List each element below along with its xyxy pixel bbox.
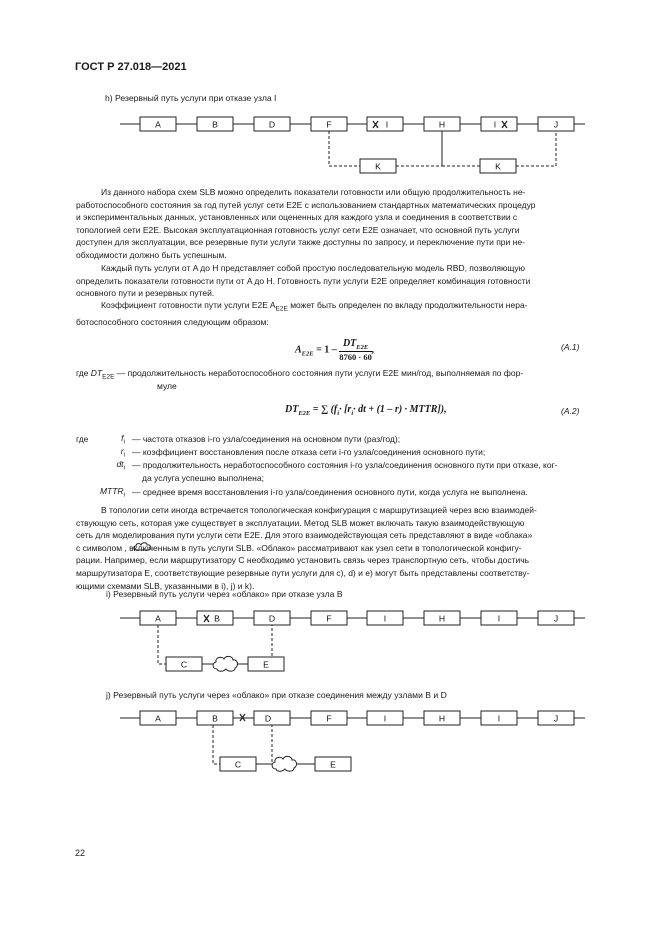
j-label-i2: I bbox=[497, 713, 501, 724]
i-label-j: J bbox=[553, 613, 559, 624]
def-sym-mttr: $MTTR_i$ bbox=[99, 486, 125, 499]
h-label-b: B bbox=[212, 119, 218, 130]
i-label-d: D bbox=[268, 613, 276, 624]
p4-line: ющими схемами SLB, указанными в i), j) и k). bbox=[76, 580, 255, 591]
equation-a1-number: (A.1) bbox=[561, 342, 580, 352]
h-label-i2: I bbox=[493, 119, 497, 130]
j-label-h: H bbox=[438, 713, 446, 724]
h-dash-right-1 bbox=[396, 131, 442, 166]
paragraph-3 bbox=[76, 299, 584, 329]
def-text-f: — частота отказов i-го узла/соединения на основном пути (раз/год); bbox=[132, 434, 401, 444]
j-label-c: C bbox=[234, 759, 242, 770]
h-label-a: A bbox=[155, 119, 161, 130]
j-label-e: E bbox=[330, 759, 336, 770]
p4-line: ствующую сеть, которая уже существует в эксплуатации. Метод SLB может включать такую взаимодействующую bbox=[76, 517, 525, 528]
i-label-e: E bbox=[263, 659, 269, 670]
p1-line: топологией сети E2E. Высокая эксплуатационная готовность услуг сети E2E означает, что основной путь услуги bbox=[76, 224, 520, 235]
h-dash-left-2 bbox=[442, 131, 480, 166]
i-cloud-icon bbox=[213, 656, 237, 671]
i-label-f: F bbox=[326, 613, 332, 624]
p4-line: маршрутизатора E, соответствующие резервные пути услуги для c), d) и e) могут быть представлены соответству- bbox=[76, 567, 530, 578]
p1-line: и экспериментальных данных, установленных или оцененных для каждого узла и соединения в соответствии с bbox=[76, 212, 518, 223]
p1-line: работоспособного состояния за год путей услуг сети E2E с использованием стандартных математических процедур bbox=[76, 199, 536, 210]
def-sym-dt: $dt_i$ bbox=[116, 459, 125, 472]
def-text-dt: — продолжительность неработоспособного состояния i-го узла/соединения основного пути при отказе, ког- bbox=[132, 460, 558, 470]
diagram-j bbox=[0, 700, 661, 790]
def-sym-r: $r_i$ bbox=[120, 446, 125, 459]
j-label-b: B bbox=[212, 713, 218, 724]
h-node-i2 bbox=[481, 117, 517, 131]
def-text-dt-cont: да услуга успешно выполнена; bbox=[142, 473, 264, 483]
h-dash-right-2 bbox=[516, 131, 556, 166]
equation-a2: $DT_{E2E}$ = ∑ ($f_i\cdot [r_i\cdot$ dt + (1 – r) · MTTR]), bbox=[285, 404, 447, 417]
paragraph-2 bbox=[76, 262, 584, 300]
h-label-f: F bbox=[326, 119, 332, 130]
p4-line: рации. Например, если маршрутизатору C необходимо установить связь через транспортную сеть, чтобы достичь bbox=[76, 555, 530, 566]
p4-line: с символом , включенным в путь услуги SLB. «Облако» рассматривают как узел сети в топологической конфигу- bbox=[76, 542, 522, 553]
i-label-h: H bbox=[438, 613, 446, 624]
p1-line: обходимости должно быть успешным. bbox=[76, 249, 227, 260]
def-where: где bbox=[76, 434, 89, 444]
j-label-a: A bbox=[155, 713, 161, 724]
i-label-i: I bbox=[383, 613, 387, 624]
j-label-j: J bbox=[553, 713, 559, 724]
p4-line: В топологии сети иногда встречается топологическая конфигурация с маршрутизацией через всю взаимодей- bbox=[101, 505, 537, 515]
i-label-b: B bbox=[214, 613, 220, 624]
diagram-j-caption: j) Резервный путь услуги через «облако» при отказе соединения между узлами B и D bbox=[106, 690, 447, 700]
j-label-d: D bbox=[264, 713, 272, 724]
where-dt-cont: муле bbox=[157, 381, 177, 391]
diagram-h-caption: h) Резервный путь услуги при отказе узла I bbox=[105, 93, 277, 103]
j-label-f: F bbox=[326, 713, 332, 724]
p2-line: основного пути и резервных путей. bbox=[76, 288, 215, 299]
i-label-a: A bbox=[155, 613, 161, 624]
h-label-j: J bbox=[553, 119, 559, 130]
h-label-h: H bbox=[438, 119, 446, 130]
p2-line: определить показатели готовности пути от A до H. Готовность пути услуги E2E определяет комбинация готовности bbox=[76, 275, 531, 286]
p2-line: Каждый путь услуги от A до H представляет собой простую последовательную модель RBD, позволяющую bbox=[101, 263, 526, 273]
h-dash-left-1 bbox=[329, 131, 360, 166]
where-dt: где $DT_{E2E}$ — продолжительность неработоспособного состояния пути услуги E2E мин/год, выполняемая по фор- bbox=[76, 368, 524, 381]
paragraph-1 bbox=[76, 186, 584, 262]
document-header: ГОСТ Р 27.018—2021 bbox=[75, 61, 187, 73]
p4-line: сеть для моделирования пути услуги сети E2E. Для этого взаимодействующая сеть представляют в виде «облака» bbox=[76, 530, 533, 541]
diagram-h bbox=[0, 0, 661, 200]
page-number: 22 bbox=[75, 848, 86, 858]
def-text-r: — коэффициент восстановления после отказа сети i-го узла/соединения основного пути; bbox=[132, 447, 486, 457]
p3-line: ботоспособного состояния следующим образом: bbox=[76, 317, 269, 328]
j-node-d bbox=[254, 711, 290, 725]
diagram-i-caption: i) Резервный путь услуги через «облако» при отказе узла B bbox=[106, 589, 343, 599]
equation-a1: $A_{E2E} = 1$ – $DT_{E2E}$ 8760 · 60 , bbox=[295, 338, 375, 362]
i-label-i2: I bbox=[497, 613, 501, 624]
p3-line: Коэффициент готовности пути услуги E2E $A_{E2E}$ может быть определен по вкладу продолжительности нера- bbox=[101, 300, 528, 313]
h-label-d: D bbox=[268, 119, 276, 130]
diagram-i bbox=[0, 600, 661, 690]
h-label-k2: K bbox=[495, 161, 501, 172]
h-label-k1: K bbox=[375, 161, 381, 172]
i-label-c: C bbox=[180, 659, 188, 670]
cloud-symbol-icon bbox=[132, 541, 154, 553]
j-cloud-icon bbox=[272, 756, 296, 771]
p1-line: Из данного набора схем SLB можно определить показатели готовности или общую продолжительность не- bbox=[101, 187, 526, 197]
h-label-i: I bbox=[385, 119, 389, 130]
equation-a2-number: (A.2) bbox=[561, 406, 580, 416]
j-label-i: I bbox=[383, 713, 387, 724]
p1-line: доступен для эксплуатации, все резервные пути услуги также доступны по запросу, и переключение пути при не- bbox=[76, 237, 525, 248]
def-sym-f: $f_i$ bbox=[121, 433, 125, 446]
def-text-mttr: — среднее время восстановления i-го узла/соединения основного пути, когда услуга не выполнена. bbox=[132, 487, 528, 497]
